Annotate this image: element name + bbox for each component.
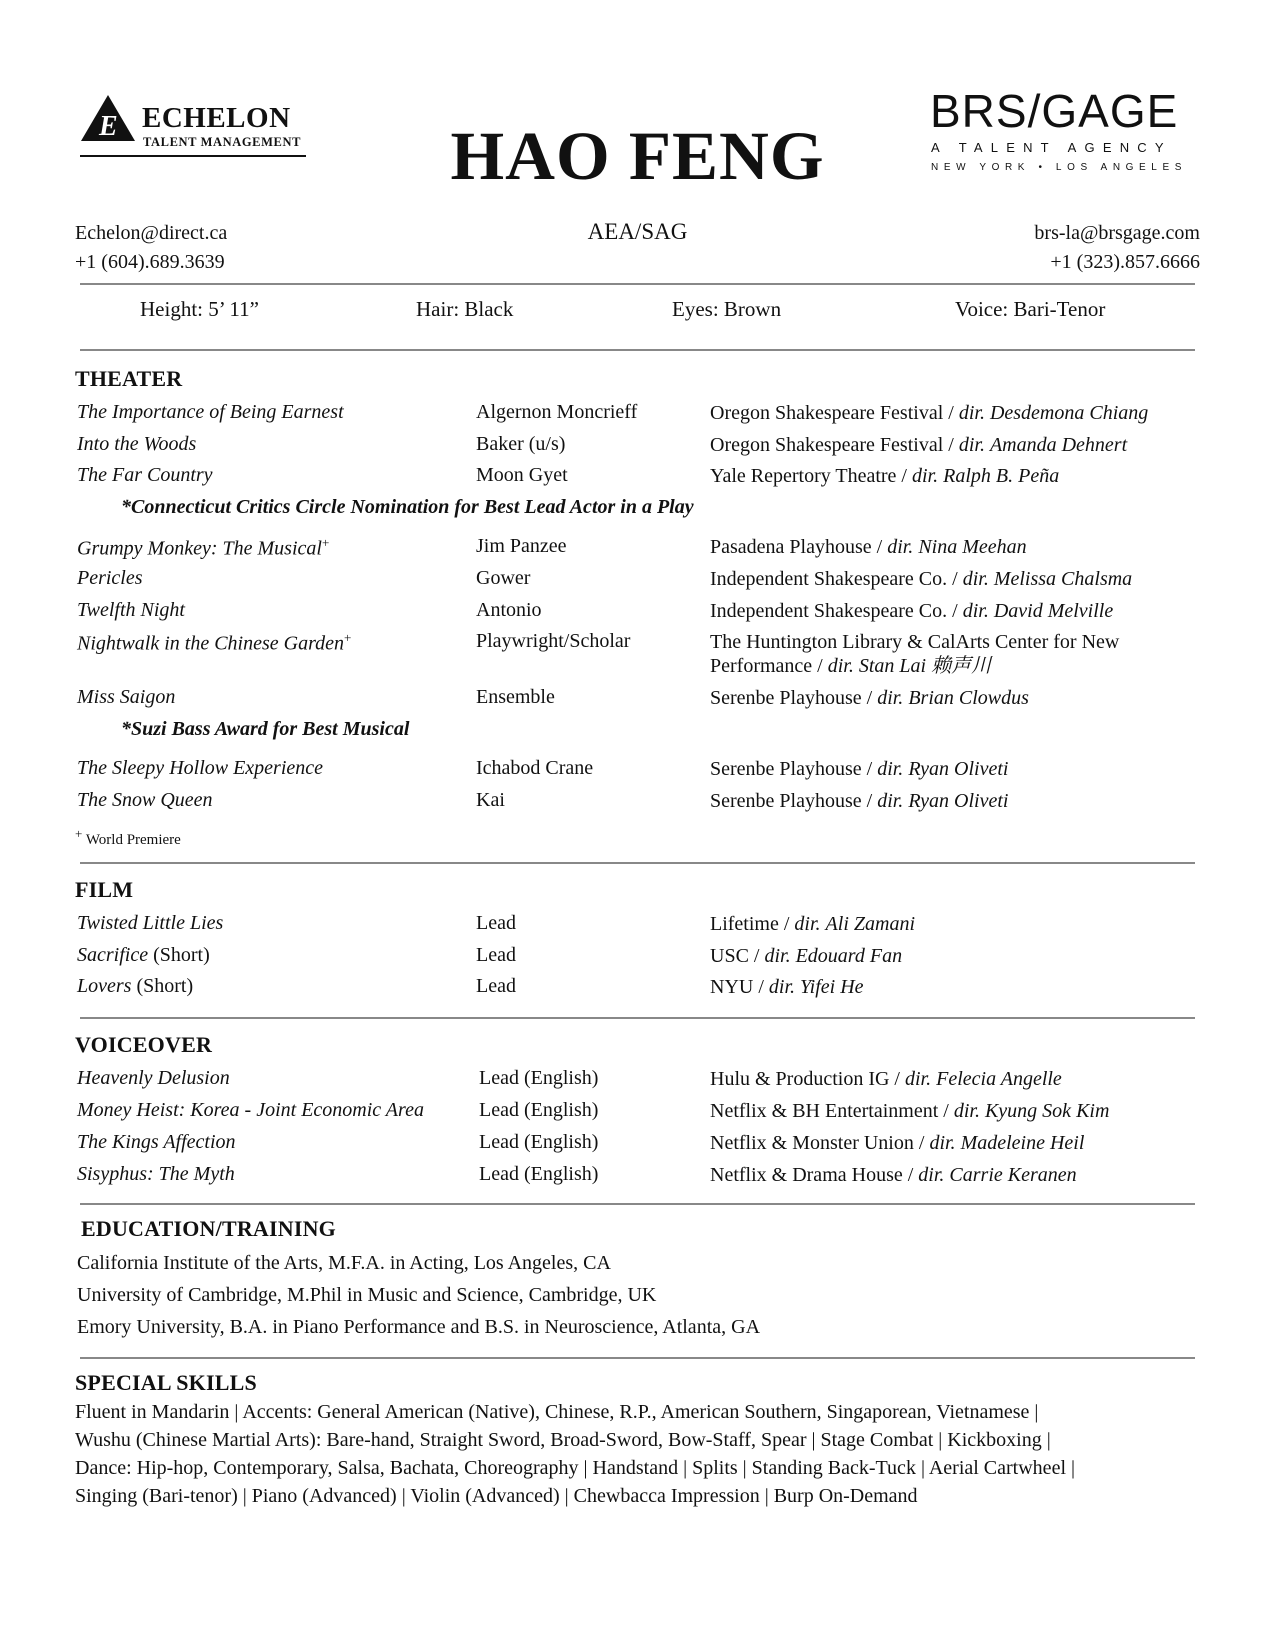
brs-gage-tagline: A TALENT AGENCY [931, 140, 1172, 155]
section-title-film: FILM [75, 877, 134, 902]
right-phone: +1 (323).857.6666 [1050, 251, 1200, 273]
credit-role: Ensemble [476, 686, 555, 708]
credit-role: Jim Panzee [476, 535, 567, 557]
page-title: HAO FENG [450, 118, 825, 194]
left-email[interactable]: Echelon@direct.ca [75, 222, 228, 244]
list-item: University of Cambridge, M.Phil in Music and Science, Cambridge, UK [77, 1284, 657, 1306]
credit-venue: Pasadena Playhouse / dir. Nina Meehan [710, 536, 1027, 558]
credit-venue: Oregon Shakespeare Festival / dir. Amanda Dehnert [710, 434, 1128, 456]
skills-line: Singing (Bari-tenor) | Piano (Advanced) | Violin (Advanced) | Chewbacca Impression | Burp On-Demand [75, 1485, 918, 1507]
divider [80, 283, 1195, 285]
credit-venue: Netflix & Monster Union / dir. Madeleine Heil [710, 1132, 1085, 1154]
section-title-education: EDUCATION/TRAINING [81, 1216, 336, 1241]
credit-role: Lead [476, 944, 516, 966]
credit-venue: Lifetime / dir. Ali Zamani [710, 913, 915, 935]
award-note: *Connecticut Critics Circle Nomination for Best Lead Actor in a Play [121, 496, 694, 518]
credit-role: Lead (English) [479, 1067, 599, 1089]
credit-venue: Yale Repertory Theatre / dir. Ralph B. Peña [710, 465, 1060, 487]
list-item: California Institute of the Arts, M.F.A. in Acting, Los Angeles, CA [77, 1252, 611, 1274]
credit-role: Lead [476, 912, 516, 934]
divider [80, 862, 1195, 864]
stat-hair: Hair: Black [416, 297, 514, 321]
footnote: + World Premiere [75, 826, 181, 848]
credit-venue: Serenbe Playhouse / dir. Brian Clowdus [710, 687, 1029, 709]
credit-title: Grumpy Monkey: The Musical+ [77, 535, 330, 560]
credit-title: Pericles [77, 567, 143, 589]
list-item: Emory University, B.A. in Piano Performance and B.S. in Neuroscience, Atlanta, GA [77, 1316, 761, 1338]
credit-venue: Netflix & Drama House / dir. Carrie Keranen [710, 1164, 1077, 1186]
credit-venue: Oregon Shakespeare Festival / dir. Desdemona Chiang [710, 402, 1149, 424]
echelon-subtitle: TALENT MANAGEMENT [143, 135, 302, 149]
credit-venue: Independent Shakespeare Co. / dir. Melissa Chalsma [710, 568, 1133, 590]
credit-title: Into the Woods [77, 433, 197, 455]
credit-title: Heavenly Delusion [77, 1067, 230, 1089]
credit-venue: USC / dir. Edouard Fan [710, 945, 903, 967]
credit-title: The Far Country [77, 464, 213, 486]
credit-title: The Sleepy Hollow Experience [77, 757, 324, 779]
svg-text:E: E [99, 111, 118, 142]
credit-title: Sacrifice (Short) [77, 944, 210, 966]
section-title-skills: SPECIAL SKILLS [75, 1370, 257, 1395]
credit-role: Lead (English) [479, 1163, 599, 1185]
credit-role: Antonio [476, 599, 542, 621]
credit-venue: Hulu & Production IG / dir. Felecia Angelle [710, 1068, 1062, 1090]
brs-gage-name: BRS/GAGE [930, 85, 1179, 137]
skills-line: Dance: Hip-hop, Contemporary, Salsa, Bachata, Choreography | Handstand | Splits | Standing Back-Tuck | Aerial Cartwheel | [75, 1457, 1075, 1479]
credit-role: Ichabod Crane [476, 757, 594, 779]
credit-venue: Netflix & BH Entertainment / dir. Kyung Sok Kim [710, 1100, 1110, 1122]
left-phone: +1 (604).689.3639 [75, 251, 225, 273]
credit-venue: The Huntington Library & CalArts Center for New Performance / dir. Stan Lai 赖声川 [710, 631, 1120, 677]
stat-eyes: Eyes: Brown [672, 297, 782, 321]
section-title-voiceover: VOICEOVER [75, 1032, 213, 1057]
divider [80, 349, 1195, 351]
divider [80, 1203, 1195, 1205]
skills-text [75, 1398, 1205, 1510]
credit-role: Playwright/Scholar [476, 630, 631, 652]
right-email[interactable]: brs-la@brsgage.com [1034, 222, 1200, 244]
credit-venue: Serenbe Playhouse / dir. Ryan Oliveti [710, 790, 1009, 812]
divider [80, 1017, 1195, 1019]
credit-title: Money Heist: Korea - Joint Economic Area [77, 1099, 424, 1121]
credit-title: Sisyphus: The Myth [77, 1163, 235, 1185]
credit-role: Lead [476, 975, 516, 997]
credit-title: The Kings Affection [77, 1131, 236, 1153]
credit-role: Lead (English) [479, 1099, 599, 1121]
credit-title: Nightwalk in the Chinese Garden+ [77, 630, 352, 655]
stat-height: Height: 5’ 11” [140, 297, 259, 321]
credit-venue: Serenbe Playhouse / dir. Ryan Oliveti [710, 758, 1009, 780]
credit-title: Miss Saigon [77, 686, 176, 708]
credit-title: The Importance of Being Earnest [77, 401, 344, 423]
skills-line: Wushu (Chinese Martial Arts): Bare-hand, Straight Sword, Broad-Sword, Bow-Staff, Spear | Stage Combat | Kickboxing | [75, 1429, 1051, 1451]
credit-role: Algernon Moncrieff [476, 401, 638, 423]
divider [80, 1357, 1195, 1359]
right-contact [1034, 219, 1200, 277]
stat-voice: Voice: Bari-Tenor [955, 297, 1106, 321]
credit-title: The Snow Queen [77, 789, 213, 811]
award-note: *Suzi Bass Award for Best Musical [121, 718, 410, 740]
credit-title: Twelfth Night [77, 599, 185, 621]
credit-title: Lovers (Short) [77, 975, 194, 997]
unions: AEA/SAG [587, 219, 688, 244]
credit-role: Gower [476, 567, 531, 589]
credit-role: Lead (English) [479, 1131, 599, 1153]
skills-line: Fluent in Mandarin | Accents: General American (Native), Chinese, R.P., American Southern, Singaporean, Vietnamese | [75, 1401, 1039, 1423]
credit-role: Kai [476, 789, 505, 811]
brs-gage-logo [930, 84, 1190, 179]
echelon-name: ECHELON [142, 102, 291, 134]
credit-title: Twisted Little Lies [77, 912, 224, 934]
section-title-theater: THEATER [75, 366, 183, 391]
brs-gage-cities: NEW YORK • LOS ANGELES [931, 162, 1188, 173]
credit-role: Moon Gyet [476, 464, 568, 486]
credit-venue: NYU / dir. Yifei He [710, 976, 864, 998]
credit-role: Baker (u/s) [476, 433, 566, 455]
credit-venue: Independent Shakespeare Co. / dir. David Melville [710, 600, 1114, 622]
